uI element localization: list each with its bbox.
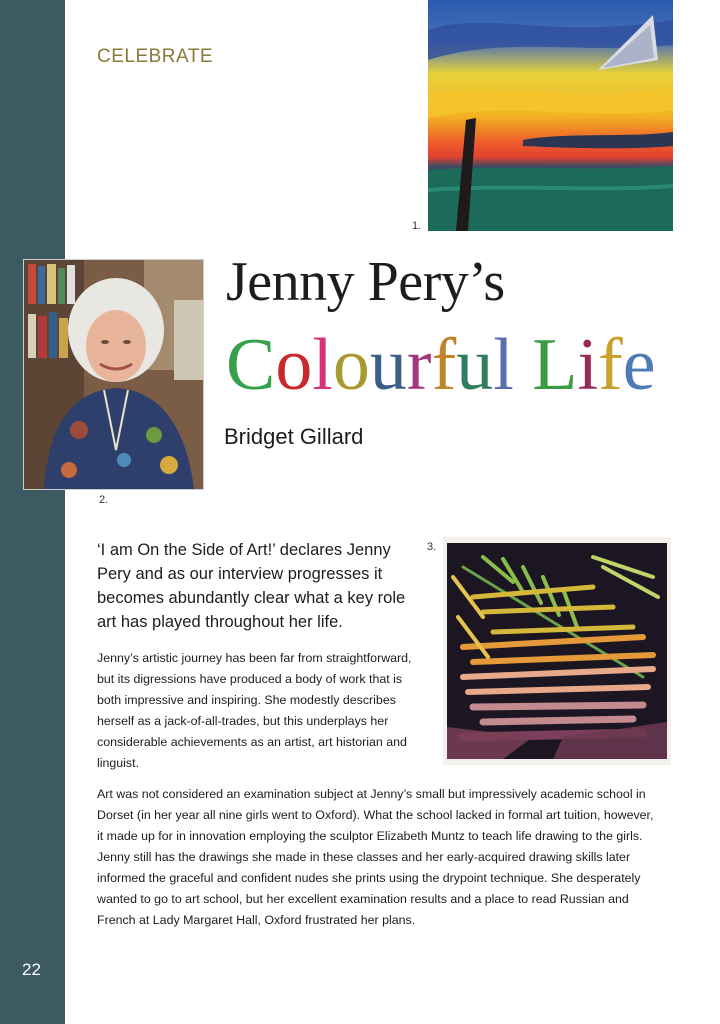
lead-paragraph (97, 538, 427, 634)
title-letter: r (406, 324, 432, 406)
figure-3-fern-print (443, 537, 671, 765)
paragraph-text-1: Jenny’s artistic journey has been far from straightforward, but its digressions have produced a body of work that is both impressive and inspiring. She modestly describes herself as a jack-of-all-trades, but this underplays her considerable achievements as an artist, art historian and linguist. (97, 651, 412, 770)
figure-1-landscape-print (428, 0, 673, 231)
author-byline: Bridget Gillard (224, 424, 364, 449)
article-title-line-1: Jenny Pery’s (226, 251, 505, 313)
title-letter: e (622, 324, 656, 406)
body-paragraph-2 (97, 784, 657, 931)
title-letter: u (369, 324, 407, 406)
page-sidebar (0, 0, 65, 1024)
title-letter: i (577, 324, 599, 406)
article-title-line-2 (226, 323, 656, 408)
title-letter: l (312, 324, 333, 406)
body-paragraph-1 (97, 648, 427, 774)
title-letter: l (493, 324, 514, 406)
title-letter: f (598, 324, 623, 406)
lead-text: ‘I am On the Side of Art!’ declares Jenny Pery and as our interview progresses it becomes abundantly clear what a key role art has played throughout her life. (97, 541, 406, 631)
title-letter: u (456, 324, 494, 406)
title-letter (514, 323, 533, 408)
figure-2-portrait-photo (24, 260, 203, 489)
page-number: 22 (22, 960, 41, 979)
figure-3-number: 3. (427, 541, 437, 553)
figure-1-number: 1. (412, 220, 422, 232)
figure-2-number: 2. (99, 494, 109, 506)
section-label: CELEBRATE (97, 46, 214, 67)
title-letter: o (275, 324, 313, 406)
paragraph-text-2: Art was not considered an examination subject at Jenny’s small but impressively academic school in Dorset (in her year all nine girls went to Oxford). What the school lacked in formal art tuition, however, it made up for in innovation employing the sculptor Elizabeth Muntz to teach life drawing to the girls. Jenny still has the drawings she made in these classes and her early-acquired drawing skills later informed the graceful and confident nudes she prints using the drypoint technique. She desperately wanted to go to art school, but her excellent examination results and a place to read Russian and French at Lady Margaret Hall, Oxford frustrated her plans. (97, 787, 654, 927)
title-letter: C (226, 324, 276, 406)
title-letter: f (431, 324, 457, 406)
title-letter: o (332, 324, 370, 406)
title-letter: L (532, 324, 578, 406)
